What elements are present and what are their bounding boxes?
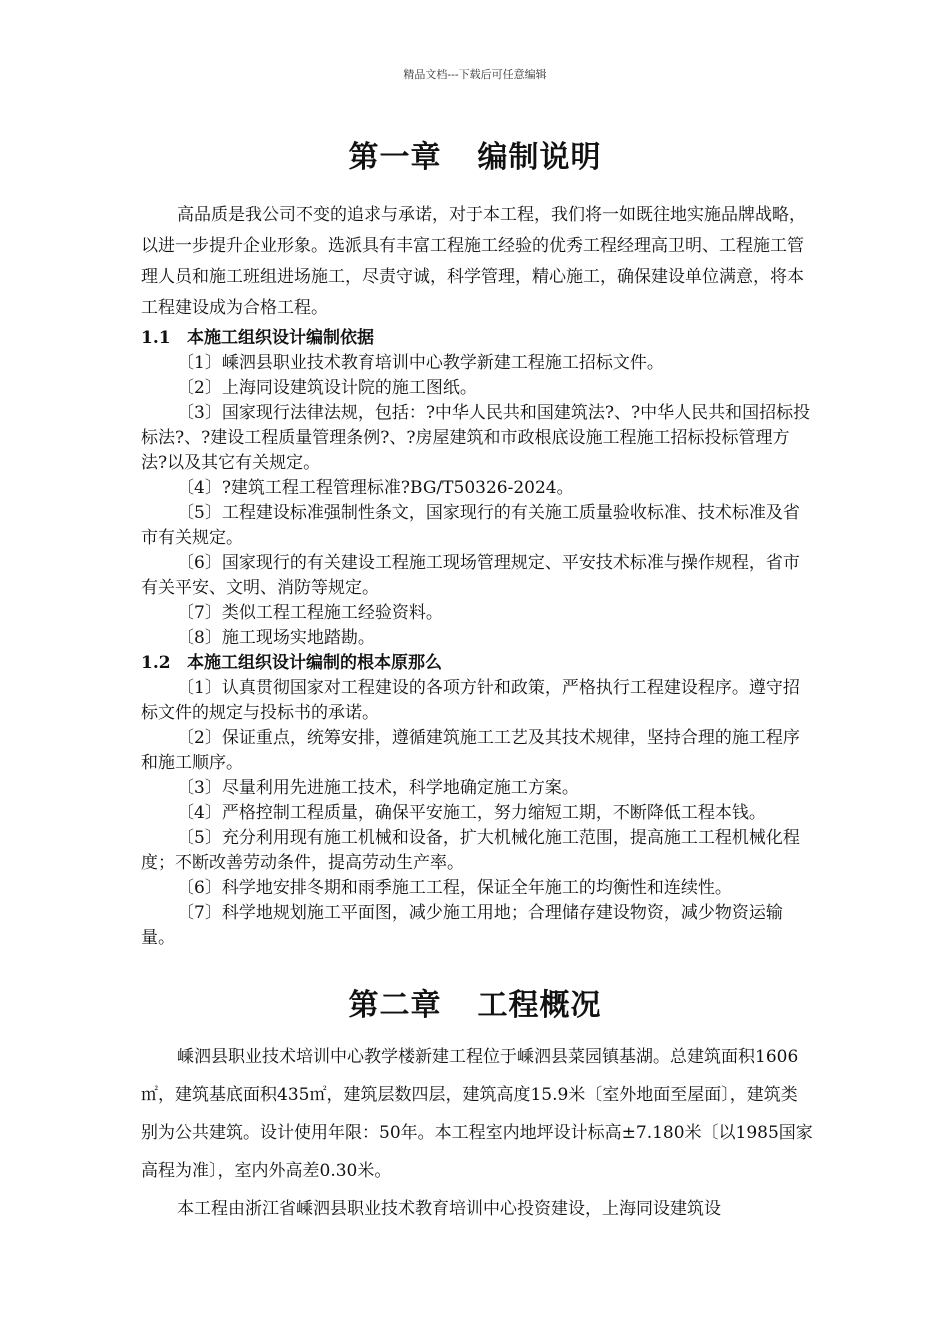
intro-paragraph: 高品质是我公司不变的追求与承诺，对于本工程，我们将一如既往地实施品牌战略，以进一步提升企业形象。选派具有丰富工程施工经验的优秀工程经理高卫明、工程施工管理人员和施工班组进场施工，尽责守诚，科学管理，精心施工，确保建设单位满意，将本工程建设成为合格工程。 (141, 205, 806, 318)
list-item: 〔4〕严格控制工程质量，确保平安施工，努力缩短工期，不断降低工程本钱。 (177, 803, 766, 823)
overview-block (141, 1038, 813, 1228)
page-header: 精品文档---下载后可任意编辑 (403, 68, 547, 81)
list-item: 〔6〕国家现行的有关建设工程施工现场管理规定、平安技术标准与操作规程，省市有关平安、文明、消防等规定。 (141, 553, 800, 598)
list-item: 〔5〕充分利用现有施工机械和设备，扩大机械化施工范围，提高施工工程机械化程度；不断改善劳动条件，提高劳动生产率。 (141, 828, 800, 873)
chapter-number: 第二章 (348, 988, 442, 1023)
chapter-name: 工程概况 (477, 988, 602, 1023)
list-item: 〔6〕科学地安排冬期和雨季施工工程，保证全年施工的均衡性和连续性。 (177, 878, 732, 898)
chapter-title-2 (0, 980, 950, 1024)
section-number: 1.2 (141, 653, 171, 673)
section-number: 1.1 (141, 328, 171, 348)
list-item: 〔5〕工程建设标准强制性条文，国家现行的有关施工质量验收标准、技术标准及省市有关规定。 (141, 503, 800, 548)
list-item: 〔2〕保证重点，统筹安排，遵循建筑施工工艺及其技术规律，坚持合理的施工程序和施工顺序。 (141, 728, 800, 773)
chapter-title-1 (0, 132, 950, 176)
overview-paragraph: 本工程由浙江省嵊泗县职业技术教育培训中心投资建设，上海同设建筑设 (177, 1199, 721, 1219)
list-item: 〔3〕国家现行法律法规，包括：?中华人民共和国建筑法?、?中华人民共和国招标投标法?、?建设工程质量管理条例?、?房屋建筑和市政根底设施工程施工招标投标管理方法?以及其它有关规定。 (141, 403, 811, 473)
section-title: 本施工组织设计编制的根本原那么 (187, 653, 442, 673)
section-1-1 (141, 326, 813, 951)
list-item: 〔3〕尽量利用先进施工技术，科学地确定施工方案。 (177, 778, 579, 798)
intro-paragraph-block (141, 200, 813, 324)
list-item: 〔8〕施工现场实地踏勘。 (177, 628, 375, 648)
section-heading (141, 326, 813, 351)
list-item: 〔4〕?建筑工程工程管理标准?BG/T50326-2024。 (177, 478, 574, 498)
chapter-number: 第一章 (348, 140, 442, 175)
list-item: 〔2〕上海同设建筑设计院的施工图纸。 (177, 378, 477, 398)
list-item: 〔7〕科学地规划施工平面图，减少施工用地；合理储存建设物资，减少物资运输量。 (141, 903, 783, 948)
section-title: 本施工组织设计编制依据 (187, 328, 374, 348)
section-heading (141, 651, 813, 676)
chapter-name: 编制说明 (477, 140, 602, 175)
list-item: 〔1〕认真贯彻国家对工程建设的各项方针和政策，严格执行工程建设程序。遵守招标文件的规定与投标书的承诺。 (141, 678, 800, 723)
list-item: 〔7〕类似工程工程施工经验资料。 (177, 603, 443, 623)
overview-paragraph: 嵊泗县职业技术培训中心教学楼新建工程位于嵊泗县菜园镇基湖。总建筑面积1606㎡，建筑基底面积435㎡，建筑层数四层，建筑高度15.9米〔室外地面至屋面〕，建筑类别为公共建筑。设计使用年限：50年。本工程室内地坪设计标高±7.180米〔以1985国家高程为准〕，室内外高差0.30米。 (141, 1047, 813, 1181)
list-item: 〔1〕嵊泗县职业技术教育培训中心教学新建工程施工招标文件。 (177, 353, 664, 373)
